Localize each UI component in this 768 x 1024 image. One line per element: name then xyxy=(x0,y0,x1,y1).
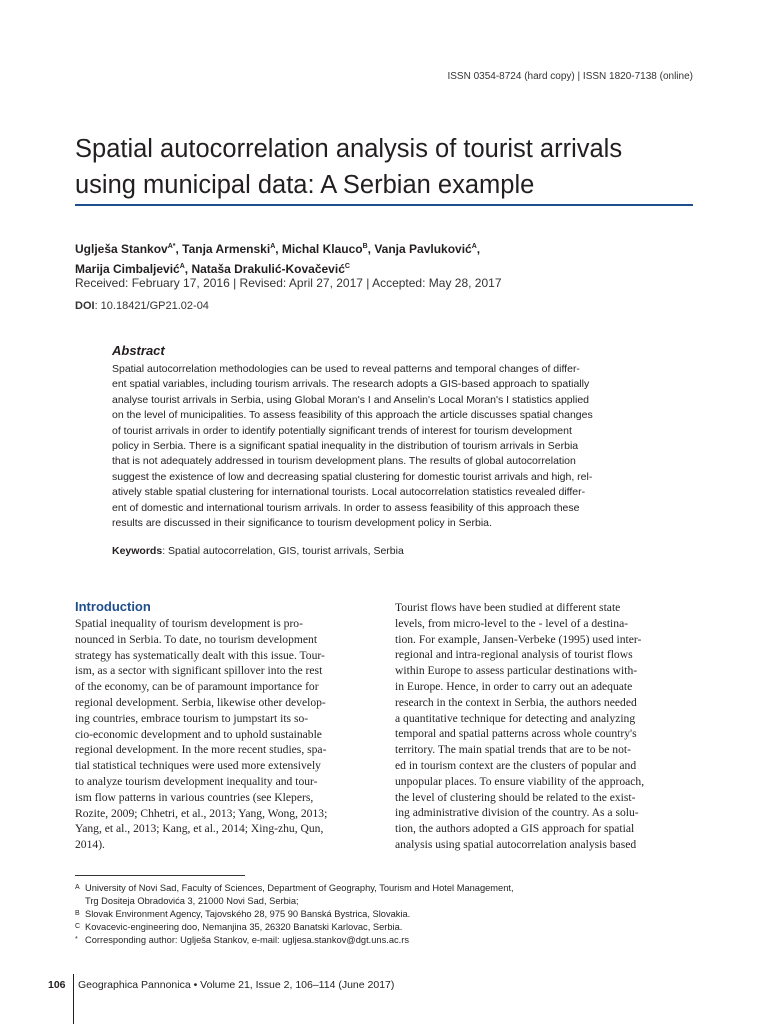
body-text-line: strategy has systematically dealt with this issue. Tour- xyxy=(75,648,325,662)
body-text-line: in Europe. Hence, in order to carry out an adequate xyxy=(395,679,633,693)
footnote xyxy=(75,882,695,895)
author-name: Uglješa Stankov xyxy=(75,242,168,256)
body-text-line: ed in tourism context are the clusters of popular and xyxy=(395,758,637,772)
abstract-body xyxy=(112,362,652,531)
footnote-mark: * xyxy=(75,936,78,943)
page-number: 106 xyxy=(48,979,66,991)
abstract-line: Spatial autocorrelation methodologies can be used to reveal patterns and temporal changes of differ- xyxy=(112,363,580,375)
affiliation-mark: A* xyxy=(167,243,176,250)
doi-label: DOI xyxy=(75,300,95,312)
issn-header: ISSN 0354-8724 (hard copy) | ISSN 1820-7138 (online) xyxy=(447,71,693,82)
body-text-line: ism, as a sector with significant spillover into the rest xyxy=(75,664,323,678)
body-text-line: ing countries, embrace tourism to jumpstart its so- xyxy=(75,711,309,725)
abstract-line: policy in Serbia. There is a significant spatial inequality in the distribution of tourism arrivals in Serbia xyxy=(112,440,579,453)
intro-left-column xyxy=(75,616,375,853)
author-list xyxy=(75,238,695,278)
body-text-line: cio-economic development and to uphold sustainable xyxy=(75,727,322,741)
body-text-line: Spatial inequality of tourism development is pro- xyxy=(75,617,303,630)
affiliation-mark: C xyxy=(344,263,350,270)
keywords-label: Keywords xyxy=(112,545,163,557)
body-text-line: regional development. In the more recent studies, spa- xyxy=(75,743,327,757)
abstract-line: analyse tourist arrivals in Serbia, using Global Moran's I and Anselin's Local Moran's I statistics applied xyxy=(112,393,589,406)
affiliation-mark: A xyxy=(270,243,276,250)
body-text-line: temporal and spatial patterns across whole country's xyxy=(395,727,637,741)
affiliation-mark: B xyxy=(362,243,368,250)
abstract-line: results are discussed in their significance to tourism development policy in Serbia. xyxy=(112,517,492,530)
abstract-line: ent spatial variables, including tourism arrivals. The research adopts a GIS-based approach to spatially xyxy=(112,378,590,391)
footer-divider xyxy=(73,974,74,1024)
footnote-text: Kovacevic-engineering doo, Nemanjina 35, 26320 Banatski Karlovac, Serbia. xyxy=(85,922,403,932)
abstract-line: of tourist arrivals in order to identify potentially significant trends of interest for tourism development xyxy=(112,424,572,437)
abstract-line: atively stable spatial clustering for international tourists. Local autocorrelation statistics revealed differ- xyxy=(112,486,586,499)
author-separator: , xyxy=(476,242,481,256)
footnote-text: Corresponding author: Uglješa Stankov, e-mail: ugljesa.stankov@dgt.uns.ac.rs xyxy=(85,935,409,945)
title-line-2: using municipal data: A Serbian example xyxy=(75,171,535,199)
footnote-divider xyxy=(75,875,245,876)
author-line-1 xyxy=(75,238,695,258)
body-text-line: unpopular places. To ensure viability of the approach, xyxy=(395,774,645,788)
abstract-line: on the level of municipalities. To assess feasibility of this approach the article discusses spatial changes xyxy=(112,409,593,422)
footnote xyxy=(75,908,695,921)
body-text-line: regional and intra-regional analysis of tourist flows xyxy=(395,648,633,662)
body-text-line: nounced in Serbia. To date, no tourism development xyxy=(75,632,318,646)
body-text-line: Yang, et al., 2013; Kang, et al., 2014; Xing-zhu, Qun, xyxy=(75,822,324,836)
journal-citation: Geographica Pannonica • Volume 21, Issue 2, 106–114 (June 2017) xyxy=(78,979,395,991)
affiliation-mark: A xyxy=(179,263,185,270)
author-name: Marija Cimbaljević xyxy=(75,262,180,276)
introduction-heading: Introduction xyxy=(75,599,151,614)
footnote-mark: B xyxy=(75,910,80,917)
body-text-line: territory. The main spatial trends that are to be not- xyxy=(395,743,631,757)
footnote-text: University of Novi Sad, Faculty of Sciences, Department of Geography, Tourism and Hotel Management, xyxy=(85,883,514,893)
keywords xyxy=(112,545,404,557)
footnote-mark: A xyxy=(75,884,80,891)
footnote-mark: C xyxy=(75,923,81,930)
footnote-text: Slovak Environment Agency, Tajovského 28, 975 90 Banská Bystrica, Slovakia. xyxy=(85,909,411,919)
body-text-line: a quantitative technique for detecting and analyzing xyxy=(395,711,636,725)
affiliation-mark: A xyxy=(471,243,477,250)
body-text-line: of the economy, can be of paramount importance for xyxy=(75,680,319,694)
body-text-line: ism flow patterns in various countries (see Klepers, xyxy=(75,790,314,804)
footnote xyxy=(75,934,695,947)
body-text-line: Rozite, 2009; Chhetri, et al., 2013; Yang, Wong, 2013; xyxy=(75,806,328,820)
footnote-text: Trg Dositeja Obradovića 3, 21000 Novi Sad, Serbia; xyxy=(85,896,299,906)
abstract-line: ent of domestic and international tourism arrivals. In order to assess feasibility of this approach these xyxy=(112,501,580,514)
doi xyxy=(75,300,209,312)
footnote xyxy=(75,895,695,908)
author-name: , Michal Klauco xyxy=(275,242,363,256)
abstract-line: that is not adequately addressed in tourism development plans. The results of global autocorrelation xyxy=(112,455,576,468)
title-underline xyxy=(75,204,693,206)
body-text-line: levels, from micro-level to the - level of a destina- xyxy=(395,616,629,630)
body-text-line: Tourist flows have been studied at different state xyxy=(395,601,621,614)
footnote xyxy=(75,921,695,934)
author-name: , Nataša Drakulić-Kovačević xyxy=(184,262,345,276)
body-text-line: tion. For example, Jansen-Verbeke (1995) used inter- xyxy=(395,632,642,646)
keywords-value: : Spatial autocorrelation, GIS, tourist arrivals, Serbia xyxy=(162,545,404,557)
body-text-line: within Europe to assess particular destinations with- xyxy=(395,664,638,678)
author-name: , Tanja Armenski xyxy=(175,242,271,256)
body-text-line: tial statistical techniques were used more extensively xyxy=(75,759,321,773)
body-text-line: 2014). xyxy=(75,838,105,852)
body-text-line: regional development. Serbia, likewise other develop- xyxy=(75,695,326,709)
body-text-line: research in the context in Serbia, the authors needed xyxy=(395,695,637,709)
title-line-1: Spatial autocorrelation analysis of tourist arrivals xyxy=(75,135,623,163)
body-text-line: to analyze tourism development inequality and tour- xyxy=(75,774,318,788)
publication-dates: Received: February 17, 2016 | Revised: April 27, 2017 | Accepted: May 28, 2017 xyxy=(75,276,502,290)
author-line-2 xyxy=(75,258,695,278)
footnotes xyxy=(75,882,695,947)
author-name: , Vanja Pavluković xyxy=(367,242,472,256)
paper-title xyxy=(75,131,695,203)
abstract-heading: Abstract xyxy=(112,343,165,358)
intro-right-column xyxy=(395,600,695,853)
body-text-line: tion, the authors adopted a GIS approach for spatial xyxy=(395,822,635,836)
body-text-line: the level of clustering should be related to the exist- xyxy=(395,790,636,804)
body-text-line: ing administrative division of the country. As a solu- xyxy=(395,806,639,820)
doi-link[interactable]: : 10.18421/GP21.02-04 xyxy=(94,300,209,312)
body-text-line: analysis using spatial autocorrelation analysis based xyxy=(395,837,637,851)
abstract-line: suggest the existence of low and decreasing spatial clustering for domestic tourist arrivals and high, rel- xyxy=(112,470,593,483)
